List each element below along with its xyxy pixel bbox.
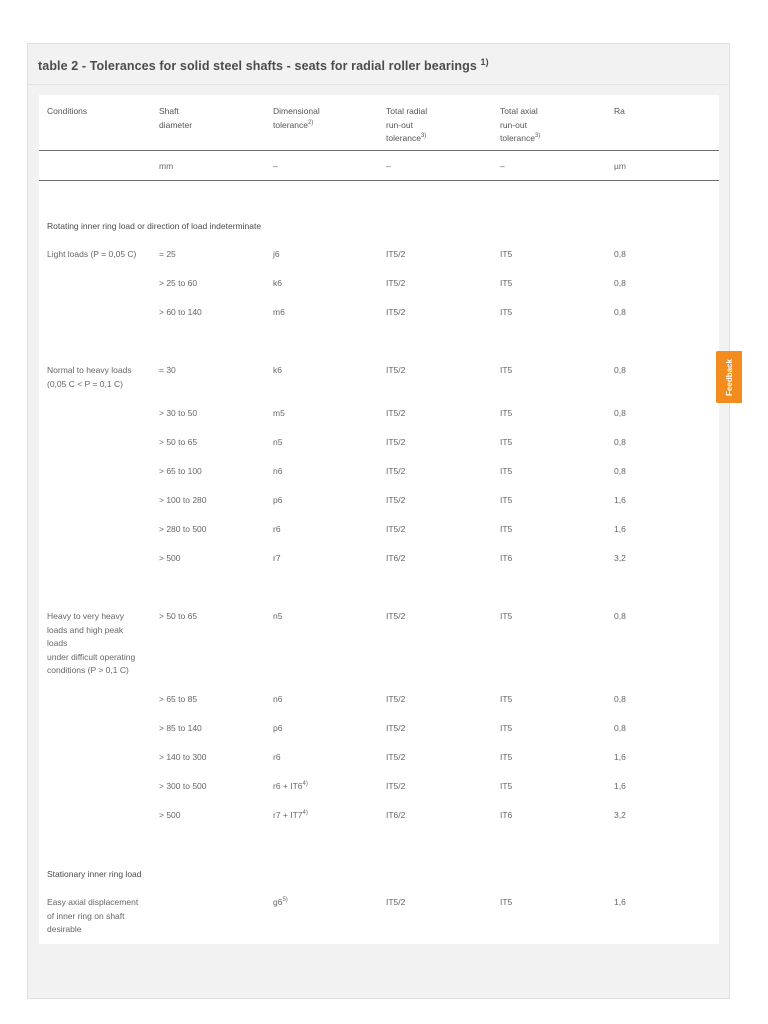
cell-diameter: > 500: [159, 810, 181, 820]
cell-axial: IT5: [500, 437, 513, 447]
cell-tolerance: n6: [273, 466, 283, 476]
condition-normal-heavy-loads: Normal to heavy loads (0,05 C < P = 0,1 C): [47, 365, 132, 389]
cell-tolerance: $r6 + IT6^{4)}$: [273, 781, 308, 791]
cell-ra: 0,8: [614, 466, 626, 476]
cell-diameter: > 500: [159, 553, 181, 563]
header-shaft-diameter: Shaft diameter: [159, 106, 193, 130]
cell-axial: IT5: [500, 897, 513, 907]
cell-diameter: > 60 to 140: [159, 307, 202, 317]
cell-radial: IT5/2: [386, 249, 406, 259]
cell-radial: IT5/2: [386, 365, 406, 375]
header-ra: Ra: [614, 106, 625, 116]
cell-diameter: > 65 to 85: [159, 694, 198, 704]
cell-ra: 1,6: [614, 495, 626, 505]
cell-radial: IT5/2: [386, 611, 406, 621]
cell-radial: IT6/2: [386, 553, 406, 563]
cell-radial: IT5/2: [386, 437, 406, 447]
cell-tolerance: $r7 + IT7^{4)}$: [273, 810, 308, 820]
cell-ra: 0,8: [614, 611, 626, 621]
units-divider: [39, 180, 719, 181]
cell-ra: 0,8: [614, 723, 626, 733]
header-divider: [39, 150, 719, 151]
cell-radial: IT5/2: [386, 897, 406, 907]
cell-tolerance: r7: [273, 553, 281, 563]
cell-radial: IT5/2: [386, 495, 406, 505]
cell-diameter: > 300 to 500: [159, 781, 207, 791]
cell-radial: IT5/2: [386, 524, 406, 534]
cell-diameter: > 100 to 280: [159, 495, 207, 505]
unit-ra: µm: [614, 161, 626, 171]
condition-easy-axial-displacement: Easy axial displacement of inner ring on shaft desirable: [47, 897, 139, 934]
unit-shaft-diameter: mm: [159, 161, 174, 171]
cell-ra: 0,8: [614, 278, 626, 288]
cell-axial: IT5: [500, 524, 513, 534]
condition-light-loads: Light loads (P = 0,05 C): [47, 249, 137, 259]
cell-radial: IT6/2: [386, 810, 406, 820]
table-card: [27, 43, 730, 999]
cell-ra: 0,8: [614, 408, 626, 418]
cell-axial: IT5: [500, 365, 513, 375]
cell-radial: IT5/2: [386, 278, 406, 288]
cell-tolerance: n6: [273, 694, 283, 704]
cell-diameter: > 140 to 300: [159, 752, 207, 762]
cell-diameter: > 65 to 100: [159, 466, 202, 476]
cell-radial: IT5/2: [386, 781, 406, 791]
cell-ra: 0,8: [614, 365, 626, 375]
feedback-tab[interactable]: Feedback: [716, 351, 742, 403]
cell-axial: IT5: [500, 495, 513, 505]
cell-diameter: > 85 to 140: [159, 723, 202, 733]
cell-diameter: > 50 to 65: [159, 611, 198, 621]
header-conditions: Conditions: [47, 106, 88, 116]
unit-axial-runout: –: [500, 161, 505, 171]
cell-axial: IT5: [500, 466, 513, 476]
unit-radial-runout: –: [386, 161, 391, 171]
title-divider: [28, 84, 729, 85]
cell-axial: IT5: [500, 752, 513, 762]
cell-ra: 3,2: [614, 553, 626, 563]
cell-ra: 0,8: [614, 437, 626, 447]
cell-tolerance: r6: [273, 524, 281, 534]
cell-tolerance: g6$^{5)}$: [273, 897, 288, 907]
header-axial-runout: Total axial run-out tolerance$^{3)}$: [500, 106, 541, 143]
section-heading-rotating: Rotating inner ring load or direction of load indeterminate: [47, 221, 262, 231]
cell-ra: 3,2: [614, 810, 626, 820]
cell-tolerance: p6: [273, 495, 283, 505]
cell-radial: IT5/2: [386, 752, 406, 762]
cell-tolerance: j6: [273, 249, 280, 259]
cell-tolerance: n5: [273, 437, 283, 447]
cell-axial: IT6: [500, 553, 513, 563]
cell-radial: IT5/2: [386, 307, 406, 317]
cell-ra: 0,8: [614, 307, 626, 317]
cell-axial: IT5: [500, 307, 513, 317]
cell-axial: IT5: [500, 249, 513, 259]
header-radial-runout: Total radial run-out tolerance$^{3)}$: [386, 106, 428, 143]
table-title: table 2 - Tolerances for solid steel shafts - seats for radial roller bearings $^{1)}$: [38, 57, 489, 74]
cell-axial: IT5: [500, 278, 513, 288]
unit-dimensional-tolerance: –: [273, 161, 278, 171]
cell-radial: IT5/2: [386, 694, 406, 704]
cell-axial: IT5: [500, 723, 513, 733]
cell-diameter: > 25 to 60: [159, 278, 198, 288]
cell-tolerance: k6: [273, 365, 282, 375]
cell-axial: IT6: [500, 810, 513, 820]
cell-diameter: = 30: [159, 365, 176, 375]
cell-diameter: > 280 to 500: [159, 524, 207, 534]
cell-tolerance: k6: [273, 278, 282, 288]
tolerance-table: [39, 95, 719, 944]
cell-tolerance: r6: [273, 752, 281, 762]
cell-ra: 1,6: [614, 524, 626, 534]
cell-diameter: > 50 to 65: [159, 437, 198, 447]
cell-radial: IT5/2: [386, 408, 406, 418]
cell-diameter: = 25: [159, 249, 176, 259]
cell-ra: 1,6: [614, 897, 626, 907]
cell-tolerance: m5: [273, 408, 285, 418]
cell-ra: 1,6: [614, 781, 626, 791]
cell-ra: 0,8: [614, 249, 626, 259]
condition-very-heavy-loads: Heavy to very heavy loads and high peak loads under difficult operating conditions (P > 0,1 C): [47, 611, 136, 675]
header-dimensional-tolerance: Dimensional tolerance$^{2)}$: [273, 106, 320, 130]
cell-axial: IT5: [500, 611, 513, 621]
cell-tolerance: p6: [273, 723, 283, 733]
cell-axial: IT5: [500, 694, 513, 704]
cell-radial: IT5/2: [386, 466, 406, 476]
cell-ra: 1,6: [614, 752, 626, 762]
section-heading-stationary: Stationary inner ring load: [47, 869, 142, 879]
cell-tolerance: n5: [273, 611, 283, 621]
cell-ra: 0,8: [614, 694, 626, 704]
cell-radial: IT5/2: [386, 723, 406, 733]
cell-axial: IT5: [500, 781, 513, 791]
cell-axial: IT5: [500, 408, 513, 418]
cell-diameter: > 30 to 50: [159, 408, 198, 418]
cell-tolerance: m6: [273, 307, 285, 317]
